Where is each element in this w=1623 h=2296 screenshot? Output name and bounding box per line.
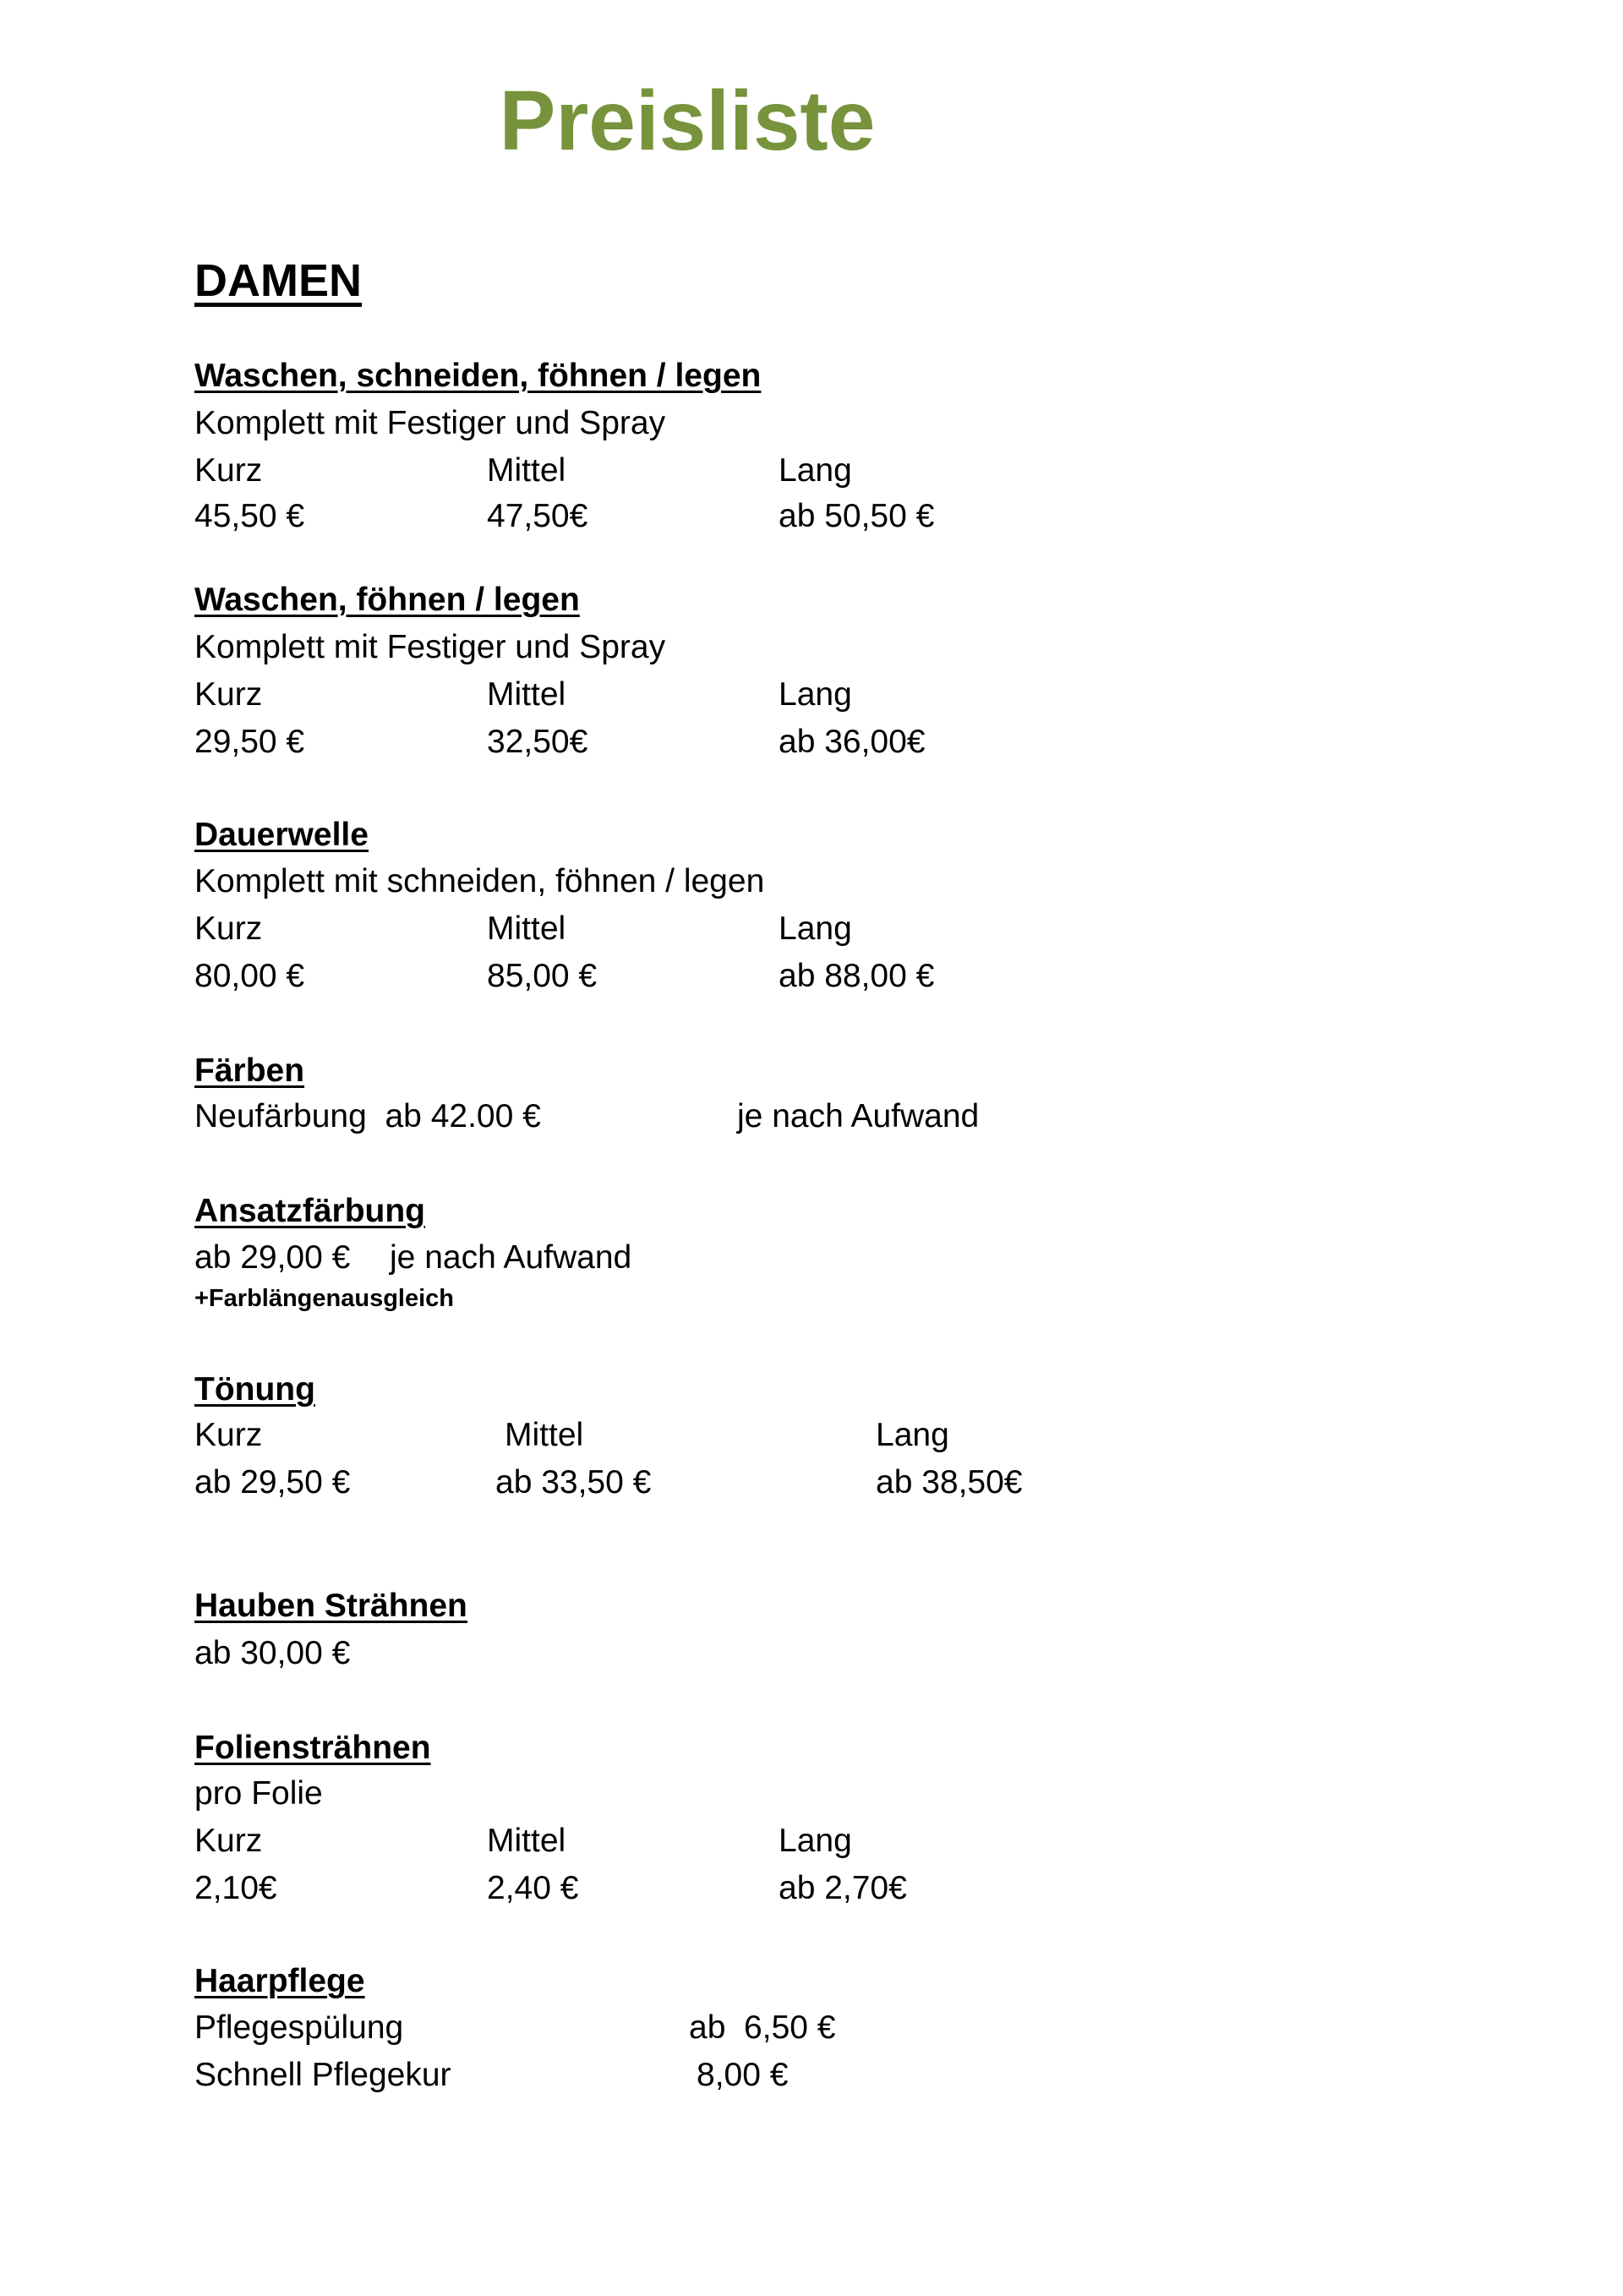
- length-label: Kurz: [194, 1417, 263, 1453]
- price: ab 88,00 €: [779, 958, 935, 994]
- page-title: Preisliste: [499, 74, 876, 168]
- price: 45,50 €: [194, 498, 305, 534]
- price: 32,50€: [487, 724, 588, 760]
- length-label: Kurz: [194, 910, 263, 947]
- length-label: Lang: [779, 1823, 852, 1859]
- price: 2,40 €: [487, 1870, 579, 1906]
- service-heading: Waschen, föhnen / legen: [194, 582, 580, 618]
- service-description: pro Folie: [194, 1775, 323, 1812]
- length-label: Kurz: [194, 1823, 263, 1859]
- service-description: Komplett mit Festiger und Spray: [194, 629, 666, 665]
- extra-note: +Farblängenausgleich: [194, 1285, 455, 1312]
- service-item: Neufärbung ab 42.00 €: [194, 1098, 541, 1134]
- service-item: Pflegespülung: [194, 2009, 404, 2046]
- price: 47,50€: [487, 498, 588, 534]
- price: ab 50,50 €: [779, 498, 935, 534]
- service-description: Komplett mit Festiger und Spray: [194, 405, 666, 441]
- price: ab 38,50€: [876, 1464, 1023, 1501]
- price: 2,10€: [194, 1870, 277, 1906]
- service-heading: Ansatzfärbung: [194, 1193, 425, 1229]
- price: 85,00 €: [487, 958, 598, 994]
- length-label: Kurz: [194, 676, 263, 713]
- length-label: Kurz: [194, 452, 263, 489]
- service-heading: Tönung: [194, 1371, 315, 1408]
- price: ab 30,00 €: [194, 1635, 351, 1671]
- price: 8,00 €: [697, 2057, 789, 2093]
- price: ab 29,50 €: [194, 1464, 351, 1501]
- length-label: Lang: [876, 1417, 949, 1453]
- length-label: Mittel: [487, 676, 566, 713]
- length-label: Lang: [779, 452, 852, 489]
- price: ab 2,70€: [779, 1870, 907, 1906]
- service-heading: Foliensträhnen: [194, 1730, 431, 1766]
- section-heading-damen: DAMEN: [194, 255, 362, 306]
- price-note: je nach Aufwand: [390, 1239, 632, 1276]
- service-item: Schnell Pflegekur: [194, 2057, 451, 2093]
- service-heading: Haarpflege: [194, 1963, 365, 1999]
- price: ab 29,00 €: [194, 1239, 351, 1276]
- length-label: Mittel: [487, 1823, 566, 1859]
- length-label: Lang: [779, 676, 852, 713]
- service-description: Komplett mit schneiden, föhnen / legen: [194, 863, 765, 899]
- price: ab 33,50 €: [495, 1464, 652, 1501]
- length-label: Mittel: [487, 452, 566, 489]
- service-heading: Färben: [194, 1052, 305, 1089]
- price-note: je nach Aufwand: [737, 1098, 980, 1134]
- length-label: Mittel: [505, 1417, 584, 1453]
- length-label: Mittel: [487, 910, 566, 947]
- service-heading: Hauben Strähnen: [194, 1588, 467, 1624]
- price: ab 36,00€: [779, 724, 926, 760]
- length-label: Lang: [779, 910, 852, 947]
- price: ab 6,50 €: [689, 2009, 836, 2046]
- price: 80,00 €: [194, 958, 305, 994]
- price: 29,50 €: [194, 724, 305, 760]
- service-heading: Waschen, schneiden, föhnen / legen: [194, 358, 762, 394]
- service-heading: Dauerwelle: [194, 817, 369, 853]
